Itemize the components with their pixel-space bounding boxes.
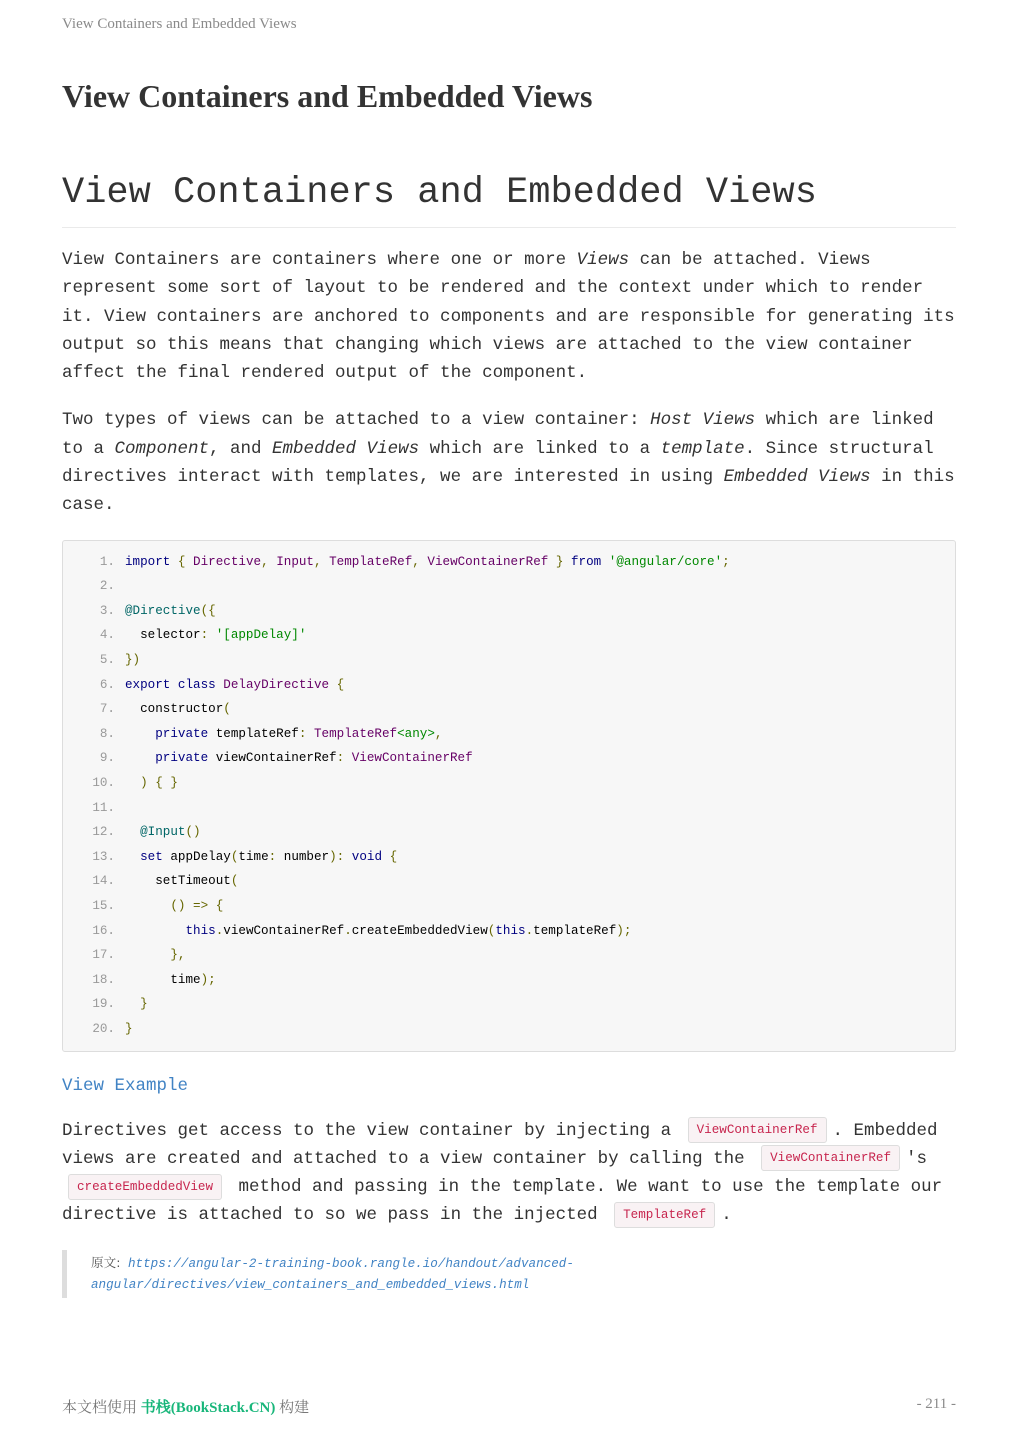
source-label: 原文:: [91, 1254, 121, 1270]
source-url-part[interactable]: https://angular-2-training-book.rangle.io/handout/advanced-: [128, 1256, 574, 1271]
directives-paragraph: [62, 1117, 956, 1230]
line-number: 11.: [92, 800, 115, 815]
line-number: 6.: [99, 677, 115, 692]
section-title: View Containers and Embedded Views: [62, 165, 956, 228]
line-number: 2.: [99, 579, 115, 594]
inline-code: ViewContainerRef: [761, 1145, 900, 1171]
view-example-link[interactable]: View Example: [62, 1075, 189, 1096]
code-line: [63, 796, 955, 821]
code-line: [63, 845, 955, 870]
code-line: [63, 746, 955, 771]
code-line: [63, 894, 955, 919]
code-text: import { Directive, Input, TemplateRef, ViewContainerRef } from '@angular/core';: [125, 554, 730, 569]
text: View Containers are containers where one or more: [62, 250, 577, 270]
line-number: 1.: [99, 554, 115, 569]
code-text: () => {: [170, 898, 224, 913]
code-line: [63, 992, 955, 1017]
code-line: [63, 623, 955, 648]
line-number: 15.: [92, 898, 115, 913]
line-number: 5.: [99, 653, 115, 668]
text: , and: [209, 438, 273, 459]
inline-code: ViewContainerRef: [688, 1117, 827, 1143]
text: which are linked to a: [419, 438, 661, 459]
code-text: private viewContainerRef: ViewContainerRef: [155, 751, 473, 766]
code-text: },: [170, 948, 186, 963]
footer-text: 构建: [275, 1400, 310, 1416]
line-number: 8.: [99, 726, 115, 741]
source-quote: [62, 1250, 956, 1298]
code-text: }): [125, 653, 141, 668]
footer-credit: [62, 1396, 309, 1417]
text: .: [721, 1205, 732, 1226]
text: Directives get access to the view container by injecting a: [62, 1120, 682, 1141]
line-number: 9.: [99, 751, 115, 766]
text: . Since structural directives interact with templates, we are interested in using: [62, 438, 934, 488]
code-line: [63, 943, 955, 968]
code-text: ) { }: [140, 776, 178, 791]
code-text: setTimeout(: [125, 874, 239, 889]
line-number: 7.: [99, 702, 115, 717]
text: 's: [906, 1148, 928, 1169]
code-text: }: [125, 1021, 133, 1036]
code-text: @Directive({: [125, 603, 216, 618]
code-text: [115, 796, 125, 821]
main-content: [62, 165, 956, 1298]
running-header: View Containers and Embedded Views: [62, 16, 297, 32]
code-text: this.viewContainerRef.createEmbeddedView(this.templateRef);: [185, 923, 632, 938]
footer-brand-link[interactable]: 书栈(BookStack.CN): [140, 1400, 276, 1416]
source-url-part[interactable]: angular/directives/view_containers_and_embedded_views.html: [91, 1277, 530, 1292]
code-line: [63, 919, 955, 944]
code-line: [63, 574, 955, 599]
text: which are linked to a: [62, 410, 934, 459]
code-line: [63, 820, 955, 845]
text: in this case.: [62, 467, 955, 516]
emphasis: Views: [576, 250, 630, 270]
text: Two types of views can be attached to a view container:: [62, 410, 651, 431]
text: can be attached. Views represent some sort of layout to be rendered and the context under which to render it. View containers are anchored to components and are responsible for generating its output so this means that changing which views are attached to the view container affect the final rendered output of the component.: [62, 250, 955, 384]
code-text: time);: [125, 972, 216, 987]
code-line: [63, 697, 955, 722]
emphasis: Host Views: [650, 410, 756, 431]
line-number: 10.: [92, 776, 115, 791]
code-line: [63, 648, 955, 673]
code-line: [63, 550, 955, 575]
chapter-title: View Containers and Embedded Views: [62, 78, 593, 114]
code-text: set appDelay(time: number): void {: [140, 849, 398, 864]
line-number: 18.: [92, 972, 115, 987]
line-number: 19.: [92, 997, 115, 1012]
intro-paragraph: [62, 246, 956, 387]
text: method and passing in the template. We want to use the template our directive is attached to so we pass in the injected: [62, 1177, 943, 1226]
code-text: selector: '[appDelay]': [125, 628, 307, 643]
code-line: [63, 968, 955, 993]
line-number: 16.: [92, 923, 115, 938]
emphasis: Component: [114, 438, 210, 459]
line-number: 17.: [92, 948, 115, 963]
emphasis: template: [660, 438, 745, 459]
code-text: @Input(): [140, 825, 201, 840]
code-text: }: [140, 997, 148, 1012]
code-line: [63, 673, 955, 698]
code-text: constructor(: [125, 702, 231, 717]
line-number: 12.: [92, 825, 115, 840]
inline-code: createEmbeddedView: [68, 1174, 222, 1200]
line-number: 13.: [92, 849, 115, 864]
code-line: [63, 1017, 955, 1042]
code-line: [63, 722, 955, 747]
code-line: [63, 599, 955, 624]
code-line: [63, 869, 955, 894]
line-number: 3.: [99, 603, 115, 618]
view-types-paragraph: [62, 406, 956, 519]
line-number: 20.: [92, 1021, 115, 1036]
emphasis: Embedded Views: [272, 438, 420, 459]
line-number: 14.: [92, 874, 115, 889]
code-block: [62, 540, 956, 1052]
footer-text: 本文档使用: [62, 1400, 141, 1416]
code-line: [63, 771, 955, 796]
page-number: - 211 -: [916, 1396, 956, 1412]
code-text: [115, 574, 125, 599]
code-text: private templateRef: TemplateRef<any>,: [155, 726, 443, 741]
code-text: export class DelayDirective {: [125, 677, 345, 692]
source-link[interactable]: [91, 1254, 574, 1292]
line-number: 4.: [99, 628, 115, 643]
inline-code: TemplateRef: [614, 1202, 715, 1228]
text: . Embedded views are created and attached to a view container by calling the: [62, 1120, 938, 1169]
emphasis: Embedded Views: [723, 467, 871, 488]
